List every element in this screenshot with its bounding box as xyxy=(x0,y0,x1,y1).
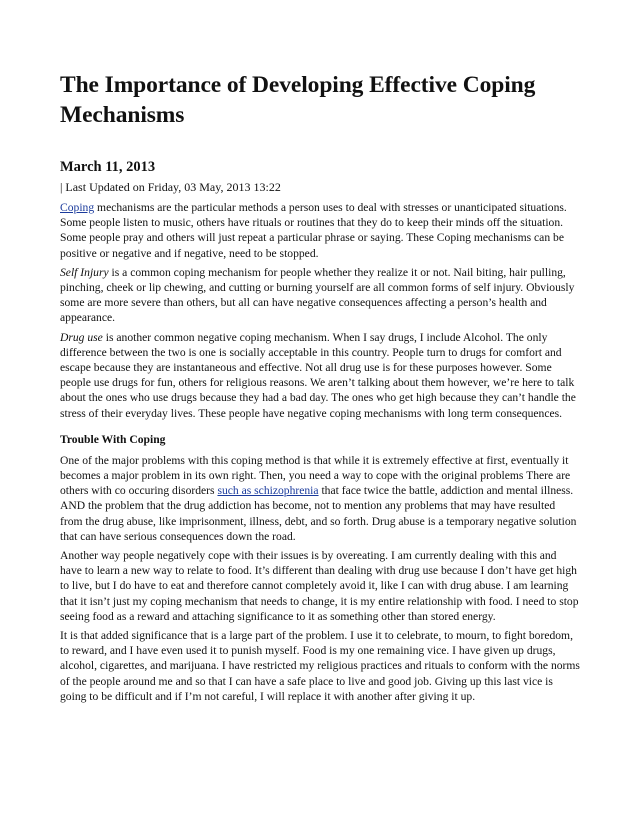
drug-use-term: Drug use xyxy=(60,330,103,344)
article-title: The Importance of Developing Effective Coping Mechanisms xyxy=(60,72,536,128)
paragraph-drug-use-text: is another common negative coping mechanism. When I say drugs, I include Alcohol. The only difference between the two is one is socially acceptable in this country. People turn to drugs for comfort and escape because they are instantaneous and effective. Not all drug use is for these purposes however. Some people use drugs for fun, others for religious reasons. We aren’t talking about them however, we’re here to talk about the ones who use drugs because they had a bad day. The ones who get high because they can’t handle the stress of their everyday lives. These people have negative coping mechanisms with long term consequences. xyxy=(60,330,576,420)
paragraph-drug-use xyxy=(60,330,580,421)
paragraph-trouble-text-b: that face twice the battle, addiction and mental illness. AND the problem that the drug addiction has become, not to mention any problems that may have resulted from the drug abuse, like imprisonment, illness, debt, and so forth. Drug abuse is a temporary negative solution that can have serious consequences down the road. xyxy=(60,484,577,543)
document-page xyxy=(60,70,580,708)
paragraph-trouble xyxy=(60,453,580,544)
paragraph-significance: It is that added significance that is a large part of the problem. I use it to celebrate, to mourn, to fight boredom, to reward, and I have even used it to punish myself. Food is my one remaining vice. I have given up drugs, alcohol, cigarettes, and marijuana. I have restricted my religious practices and rituals to conform with the norms of the people around me and so that I can have a safe place to live and good job. Giving up this last vice is going to be difficult and if I’m not careful, I will replace it with another after giving it up. xyxy=(60,629,580,703)
schizophrenia-link[interactable]: such as schizophrenia xyxy=(217,484,319,498)
paragraph-self-injury-text: is a common coping mechanism for people whether they realize it or not. Nail biting, hair pulling, pinching, cheek or lip chewing, and cutting or burning yourself are all common forms of self injury. Obviously some are more severe than others, but all can have negative consequences affecting a person’s health and appearance. xyxy=(60,265,575,325)
paragraph-coping-text: mechanisms are the particular methods a person uses to deal with stresses or unanticipated situations. Some people listen to music, others have rituals or routines that they do to keep their minds off the situation. Some people pray and others will just repeat a particular phrase or saying. These Coping mechanisms can be positive or negative and if negative, need to be stopped. xyxy=(60,201,567,260)
section-heading: Trouble With Coping xyxy=(60,432,166,446)
self-injury-term: Self Injury xyxy=(60,265,109,279)
article-date: March 11, 2013 xyxy=(60,159,156,175)
paragraph-coping xyxy=(60,200,580,261)
last-updated-line: | Last Updated on Friday, 03 May, 2013 13:22 xyxy=(60,180,281,194)
paragraph-self-injury xyxy=(60,265,580,326)
paragraph-trouble-text-a: One of the major problems with this coping method is that while it is extremely effective at first, eventually it becomes a major problem in its own right. Then, you need a way to cope with the original problems There are others with co occuring disorders xyxy=(60,453,571,498)
paragraph-overeating: Another way people negatively cope with their issues is by overeating. I am currently dealing with this and have to learn a new way to relate to food. It’s different than dealing with drug use because I don’t have get high to live, but I do have to eat and therefore cannot completely avoid it, like I can with drug abuse. I am learning that it isn’t just my coping mechanism that needs to change, it is my entire relationship with food. I need to stop seeing food as a reward and attaching significance to it as something other than stored energy. xyxy=(60,549,579,623)
coping-link[interactable]: Coping xyxy=(60,201,95,214)
